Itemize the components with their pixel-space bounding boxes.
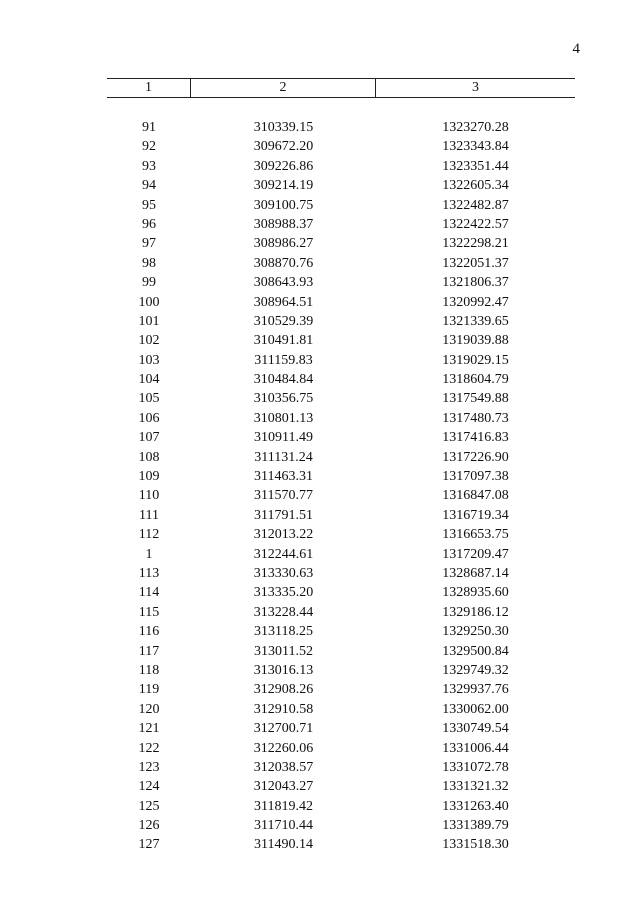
table-cell-col-1: 102 bbox=[138, 333, 160, 349]
table-cell-col-3: 1320992.47 bbox=[442, 294, 509, 310]
table-cell-col-3: 1329749.32 bbox=[442, 662, 509, 678]
table-cell-col-1: 118 bbox=[138, 662, 160, 678]
table-cell-col-3: 1331263.40 bbox=[442, 798, 509, 814]
table-cell-col-2: 311463.31 bbox=[254, 469, 313, 485]
table-row bbox=[107, 816, 575, 835]
table-row bbox=[107, 680, 575, 699]
table-cell-col-3: 1317226.90 bbox=[442, 449, 509, 465]
table-cell-col-2: 310491.81 bbox=[253, 333, 314, 349]
table-cell-col-1: 124 bbox=[138, 779, 160, 795]
table-cell-col-2: 308988.37 bbox=[253, 216, 314, 232]
table-row bbox=[107, 642, 575, 661]
table-cell-col-1: 103 bbox=[138, 352, 160, 368]
table-cell-col-3: 1321806.37 bbox=[442, 275, 509, 291]
table-cell-col-1: 96 bbox=[142, 216, 156, 232]
table-cell-col-1: 126 bbox=[138, 818, 160, 834]
table-cell-col-2: 310356.75 bbox=[253, 391, 314, 407]
table-cell-col-2: 313011.52 bbox=[254, 643, 313, 659]
table-row bbox=[107, 118, 575, 137]
table-cell-col-1: 127 bbox=[138, 837, 160, 853]
table-cell-col-1: 99 bbox=[142, 275, 156, 291]
table-row bbox=[107, 564, 575, 583]
table-cell-col-3: 1317209.47 bbox=[442, 546, 509, 562]
table-row bbox=[107, 622, 575, 641]
table-cell-col-3: 1331518.30 bbox=[442, 837, 509, 853]
table-cell-col-3: 1330062.00 bbox=[442, 701, 509, 717]
table-cell-col-1: 94 bbox=[142, 178, 156, 194]
table-cell-col-2: 311131.24 bbox=[254, 449, 313, 465]
table-row bbox=[107, 545, 575, 564]
table-cell-col-1: 93 bbox=[142, 158, 156, 174]
table-cell-col-2: 312043.27 bbox=[253, 779, 314, 795]
table-cell-col-3: 1323351.44 bbox=[442, 158, 509, 174]
table-cell-col-2: 313016.13 bbox=[253, 662, 314, 678]
table-cell-col-1: 107 bbox=[138, 430, 160, 446]
table-row bbox=[107, 293, 575, 312]
table-cell-col-3: 1322051.37 bbox=[442, 255, 509, 271]
table-cell-col-2: 312908.26 bbox=[253, 682, 314, 698]
table-cell-col-1: 119 bbox=[138, 682, 160, 698]
table-row bbox=[107, 215, 575, 234]
table-cell-col-1: 109 bbox=[138, 469, 160, 485]
column-header-2: 2 bbox=[191, 79, 376, 97]
table-cell-col-1: 97 bbox=[142, 236, 156, 252]
table-cell-col-3: 1323270.28 bbox=[442, 120, 509, 135]
table-cell-col-1: 117 bbox=[138, 643, 160, 659]
table-cell-col-1: 1 bbox=[145, 546, 153, 562]
table-row bbox=[107, 176, 575, 195]
table-cell-col-2: 310801.13 bbox=[253, 410, 314, 426]
table-cell-col-3: 1322482.87 bbox=[442, 197, 509, 213]
table-cell-col-1: 115 bbox=[138, 604, 160, 620]
table-cell-col-3: 1329937.76 bbox=[442, 682, 509, 698]
table-row bbox=[107, 351, 575, 370]
table-row bbox=[107, 506, 575, 525]
table-cell-col-2: 309100.75 bbox=[253, 197, 314, 213]
table-cell-col-1: 116 bbox=[138, 624, 160, 640]
table-row bbox=[107, 254, 575, 273]
table-cell-col-3: 1317549.88 bbox=[442, 391, 509, 407]
table-cell-col-3: 1329186.12 bbox=[442, 604, 509, 620]
table-cell-col-3: 1322422.57 bbox=[442, 216, 509, 232]
table-cell-col-2: 310911.49 bbox=[254, 430, 313, 446]
table-cell-col-3: 1322605.34 bbox=[442, 178, 509, 194]
table-cell-col-3: 1331006.44 bbox=[442, 740, 509, 756]
table-cell-col-1: 95 bbox=[142, 197, 156, 213]
table-row bbox=[107, 525, 575, 544]
table-cell-col-3: 1317416.83 bbox=[442, 430, 509, 446]
table-row bbox=[107, 603, 575, 622]
table-cell-col-2: 312910.58 bbox=[253, 701, 314, 717]
table-cell-col-1: 106 bbox=[138, 410, 160, 426]
table-cell-col-3: 1316847.08 bbox=[442, 488, 509, 504]
table-cell-col-1: 105 bbox=[138, 391, 160, 407]
table-cell-col-2: 313335.20 bbox=[253, 585, 314, 601]
table-cell-col-3: 1318604.79 bbox=[442, 372, 509, 388]
table-cell-col-1: 122 bbox=[138, 740, 160, 756]
column-header-1: 1 bbox=[107, 79, 191, 97]
table-cell-col-2: 311490.14 bbox=[254, 837, 313, 853]
table-cell-col-2: 312260.06 bbox=[253, 740, 314, 756]
table-row bbox=[107, 428, 575, 447]
table-row bbox=[107, 312, 575, 331]
table-cell-col-3: 1316719.34 bbox=[442, 507, 509, 523]
table-cell-col-3: 1331072.78 bbox=[442, 759, 509, 775]
table-row bbox=[107, 486, 575, 505]
table-cell-col-1: 101 bbox=[138, 313, 160, 329]
table-cell-col-3: 1328687.14 bbox=[442, 565, 509, 581]
table-cell-col-1: 125 bbox=[138, 798, 160, 814]
table-cell-col-2: 308964.51 bbox=[253, 294, 314, 310]
table-cell-col-2: 313118.25 bbox=[254, 624, 313, 640]
table-cell-col-2: 312244.61 bbox=[253, 546, 314, 562]
table-cell-col-2: 313330.63 bbox=[253, 565, 314, 581]
table-row bbox=[107, 719, 575, 738]
table-row bbox=[107, 389, 575, 408]
table-cell-col-2: 311819.42 bbox=[254, 798, 313, 814]
table-cell-col-1: 92 bbox=[142, 139, 156, 155]
table-row bbox=[107, 835, 575, 854]
table-cell-col-1: 110 bbox=[138, 488, 160, 504]
table-cell-col-3: 1322298.21 bbox=[442, 236, 509, 252]
page-number: 4 bbox=[572, 41, 580, 57]
table-cell-col-1: 114 bbox=[138, 585, 160, 601]
table-cell-col-2: 311710.44 bbox=[254, 818, 313, 834]
table-cell-col-1: 108 bbox=[138, 449, 160, 465]
table-row bbox=[107, 583, 575, 602]
table-cell-col-3: 1331389.79 bbox=[442, 818, 509, 834]
column-header-3: 3 bbox=[472, 80, 479, 95]
table-cell-col-3: 1316653.75 bbox=[442, 527, 509, 543]
table-cell-col-1: 120 bbox=[138, 701, 160, 717]
table-row bbox=[107, 331, 575, 350]
table-cell-col-2: 308870.76 bbox=[253, 255, 314, 271]
table-cell-col-1: 123 bbox=[138, 759, 160, 775]
table-row bbox=[107, 758, 575, 777]
table-cell-col-2: 309672.20 bbox=[253, 139, 314, 155]
table-cell-col-3: 1321339.65 bbox=[442, 313, 509, 329]
table-cell-col-2: 312013.22 bbox=[253, 527, 314, 543]
table-cell-col-2: 313228.44 bbox=[253, 604, 314, 620]
table-cell-col-2: 308986.27 bbox=[253, 236, 314, 252]
table-cell-col-2: 312700.71 bbox=[253, 721, 314, 737]
table-cell-col-1: 98 bbox=[142, 255, 156, 271]
table-row bbox=[107, 448, 575, 467]
table-row bbox=[107, 661, 575, 680]
table-cell-col-2: 308643.93 bbox=[253, 275, 314, 291]
table-row bbox=[107, 700, 575, 719]
table-cell-col-3: 1323343.84 bbox=[442, 139, 509, 155]
table-cell-col-1: 100 bbox=[138, 294, 160, 310]
table-cell-col-3: 1317097.38 bbox=[442, 469, 509, 485]
table-row bbox=[107, 797, 575, 816]
table-cell-col-2: 310529.39 bbox=[253, 313, 314, 329]
table-cell-col-2: 311570.77 bbox=[254, 488, 313, 504]
table-body bbox=[107, 118, 575, 855]
table-cell-col-1: 113 bbox=[138, 565, 160, 581]
table-cell-col-1: 104 bbox=[138, 372, 160, 388]
table-cell-col-3: 1331321.32 bbox=[442, 779, 509, 795]
table-cell-col-1: 111 bbox=[139, 507, 159, 523]
table-cell-col-1: 91 bbox=[142, 120, 156, 135]
table-cell-col-2: 310484.84 bbox=[253, 372, 314, 388]
table-row bbox=[107, 467, 575, 486]
table-row bbox=[107, 273, 575, 292]
table-cell-col-3: 1319029.15 bbox=[442, 352, 509, 368]
table-cell-col-3: 1319039.88 bbox=[442, 333, 509, 349]
table-row bbox=[107, 370, 575, 389]
table-row bbox=[107, 157, 575, 176]
table-cell-col-2: 311159.83 bbox=[254, 352, 313, 368]
table-cell-col-2: 311791.51 bbox=[254, 507, 313, 523]
table-cell-col-3: 1328935.60 bbox=[442, 585, 509, 601]
table-cell-col-3: 1317480.73 bbox=[442, 410, 509, 426]
table-row bbox=[107, 777, 575, 796]
table-cell-col-2: 309226.86 bbox=[253, 158, 314, 174]
table-cell-col-1: 121 bbox=[138, 721, 160, 737]
table-cell-col-2: 309214.19 bbox=[253, 178, 314, 194]
table-row bbox=[107, 137, 575, 156]
table-row bbox=[107, 234, 575, 253]
table-cell-col-2: 310339.15 bbox=[253, 120, 314, 135]
table-header bbox=[107, 78, 575, 98]
table-cell-col-3: 1329250.30 bbox=[442, 624, 509, 640]
table-cell-col-1: 112 bbox=[138, 527, 160, 543]
table-row bbox=[107, 409, 575, 428]
table-cell-col-3: 1329500.84 bbox=[442, 643, 509, 659]
table-row bbox=[107, 739, 575, 758]
table-cell-col-3: 1330749.54 bbox=[442, 721, 509, 737]
table-row bbox=[107, 196, 575, 215]
table-cell-col-2: 312038.57 bbox=[253, 759, 314, 775]
